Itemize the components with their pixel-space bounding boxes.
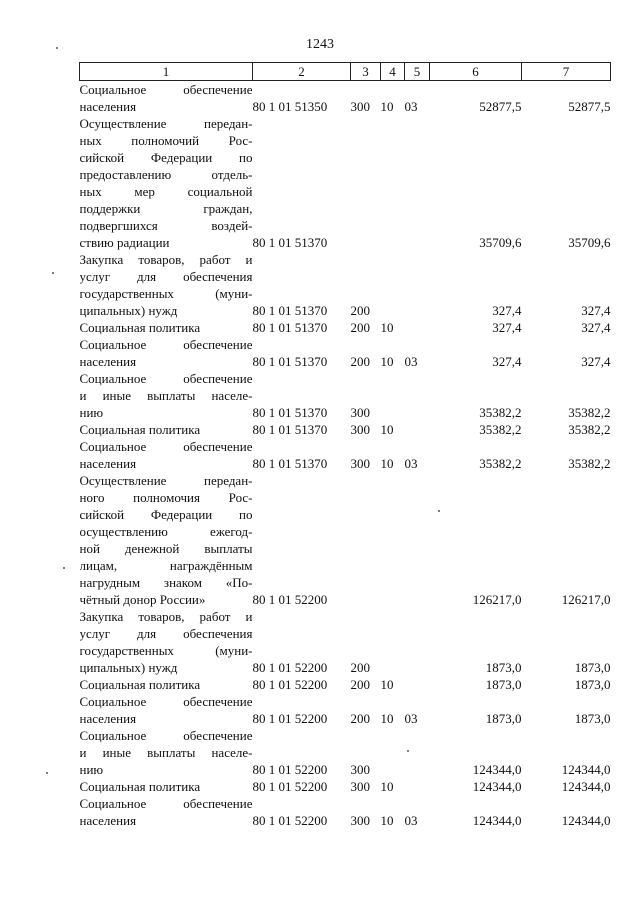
description-line: Социальное обеспечение — [79, 371, 253, 386]
description-line: осуществлению ежегод- — [79, 524, 253, 539]
amount-col-6: 35382,2 — [479, 422, 522, 437]
subsection-code: 03 — [404, 354, 418, 369]
expense-type-code: 300 — [350, 422, 370, 437]
subsection-code: 03 — [404, 813, 418, 828]
budget-code: 80 1 01 51370 — [252, 303, 328, 318]
section-code: 10 — [380, 320, 394, 335]
section-code: 10 — [380, 677, 394, 692]
description-line: Закупка товаров, работ и — [79, 252, 253, 267]
subsection-code — [405, 727, 430, 778]
expense-type-code: 300 — [350, 456, 370, 471]
table-row — [80, 727, 611, 778]
description-line: Социальная политика — [79, 677, 201, 692]
table-row — [80, 115, 611, 251]
table-row — [80, 421, 611, 438]
table-row — [80, 319, 611, 336]
row-description — [80, 336, 253, 370]
amount-col-7: 126217,0 — [561, 592, 611, 607]
table-row — [80, 472, 611, 608]
amount-col-6: 1873,0 — [485, 660, 522, 675]
column-header: 2 — [253, 63, 351, 81]
subsection-code — [405, 370, 430, 421]
description-line: Социальное обеспечение — [79, 728, 253, 743]
section-code — [381, 115, 405, 251]
subsection-code — [405, 676, 430, 693]
description-line: населения — [79, 456, 137, 471]
subsection-code — [405, 778, 430, 795]
section-code: 10 — [380, 813, 394, 828]
subsection-code: 03 — [404, 456, 418, 471]
description-line: ных мер социальной — [79, 184, 253, 199]
description-line: сийской Федерации по — [79, 507, 253, 522]
amount-col-6: 327,4 — [492, 320, 522, 335]
description-line: и иные выплаты населе- — [79, 745, 253, 760]
section-code — [381, 370, 405, 421]
section-code — [381, 608, 405, 676]
amount-col-6: 327,4 — [492, 354, 522, 369]
column-header: 4 — [381, 63, 405, 81]
description-line: подвергшихся воздей- — [79, 218, 253, 233]
description-line: нагрудным знаком «По- — [79, 575, 253, 590]
amount-col-7: 1873,0 — [574, 677, 611, 692]
description-line: населения — [79, 99, 137, 114]
row-description — [80, 81, 253, 116]
row-description — [80, 421, 253, 438]
row-description — [80, 472, 253, 608]
row-description — [80, 438, 253, 472]
description-line: нию — [79, 405, 104, 420]
budget-code: 80 1 01 52200 — [252, 677, 328, 692]
description-line: услуг для обеспечения — [79, 626, 253, 641]
column-header: 1 — [80, 63, 253, 81]
amount-col-7: 327,4 — [581, 354, 611, 369]
description-line: лицам, награждённым — [79, 558, 253, 573]
description-line: ного полномочия Рос- — [79, 490, 253, 505]
amount-col-7: 35382,2 — [568, 422, 611, 437]
table-header-row — [80, 63, 611, 81]
subsection-code: 03 — [404, 99, 418, 114]
budget-code: 80 1 01 52200 — [252, 592, 328, 607]
row-description — [80, 370, 253, 421]
budget-code: 80 1 01 51370 — [252, 456, 328, 471]
amount-col-7: 124344,0 — [561, 779, 611, 794]
section-code — [381, 472, 405, 608]
expense-type-code — [351, 115, 381, 251]
description-line: чётный донор России» — [79, 592, 206, 607]
amount-col-6: 126217,0 — [472, 592, 522, 607]
scan-speck — [407, 750, 409, 752]
amount-col-7: 124344,0 — [561, 813, 611, 828]
row-description — [80, 795, 253, 829]
table-row — [80, 81, 611, 116]
expense-type-code: 300 — [350, 99, 370, 114]
description-line: Осуществление передан- — [79, 473, 253, 488]
row-description — [80, 251, 253, 319]
budget-code: 80 1 01 52200 — [252, 711, 328, 726]
row-description — [80, 608, 253, 676]
row-description — [80, 727, 253, 778]
section-code — [381, 251, 405, 319]
expense-type-code: 300 — [350, 779, 370, 794]
amount-col-7: 1873,0 — [574, 660, 611, 675]
description-line: ных полномочий Рос- — [79, 133, 253, 148]
table-row — [80, 693, 611, 727]
budget-code: 80 1 01 51350 — [252, 99, 328, 114]
table-row — [80, 795, 611, 829]
table-row — [80, 251, 611, 319]
amount-col-6: 35709,6 — [479, 235, 522, 250]
description-line: Социальная политика — [79, 779, 201, 794]
budget-table — [79, 62, 611, 829]
table-row — [80, 778, 611, 795]
description-line: Закупка товаров, работ и — [79, 609, 253, 624]
scan-speck — [52, 272, 54, 274]
section-code: 10 — [380, 99, 394, 114]
budget-code: 80 1 01 52200 — [252, 660, 328, 675]
scan-speck — [438, 510, 440, 512]
column-header: 3 — [351, 63, 381, 81]
description-line: и иные выплаты населе- — [79, 388, 253, 403]
description-line: Социальная политика — [79, 320, 201, 335]
description-line: Социальное обеспечение — [79, 82, 253, 97]
description-line: сийской Федерации по — [79, 150, 253, 165]
amount-col-6: 124344,0 — [472, 813, 522, 828]
description-line: Социальное обеспечение — [79, 439, 253, 454]
amount-col-6: 52877,5 — [479, 99, 522, 114]
section-code: 10 — [380, 779, 394, 794]
description-line: населения — [79, 354, 137, 369]
description-line: Социальное обеспечение — [79, 694, 253, 709]
column-header: 6 — [430, 63, 522, 81]
subsection-code — [405, 115, 430, 251]
subsection-code — [405, 608, 430, 676]
expense-type-code: 300 — [350, 405, 370, 420]
description-line: предоставлению отдель- — [79, 167, 253, 182]
description-line: Социальное обеспечение — [79, 337, 253, 352]
table-row — [80, 370, 611, 421]
scan-speck — [63, 567, 65, 569]
budget-code: 80 1 01 51370 — [252, 354, 328, 369]
budget-code: 80 1 01 52200 — [252, 762, 328, 777]
scan-speck — [56, 47, 58, 49]
budget-code: 80 1 01 52200 — [252, 779, 328, 794]
expense-type-code: 300 — [350, 813, 370, 828]
amount-col-7: 35382,2 — [568, 456, 611, 471]
description-line: поддержки граждан, — [79, 201, 253, 216]
row-description — [80, 319, 253, 336]
expense-type-code: 200 — [350, 303, 370, 318]
section-code: 10 — [380, 456, 394, 471]
page-number: 1243 — [306, 37, 334, 52]
amount-col-6: 1873,0 — [485, 677, 522, 692]
description-line: населения — [79, 813, 137, 828]
section-code: 10 — [380, 354, 394, 369]
budget-code: 80 1 01 51370 — [252, 320, 328, 335]
subsection-code — [405, 319, 430, 336]
subsection-code — [405, 421, 430, 438]
row-description — [80, 115, 253, 251]
amount-col-7: 327,4 — [581, 320, 611, 335]
budget-code: 80 1 01 52200 — [252, 813, 328, 828]
description-line: ципальных) нужд — [79, 303, 178, 318]
amount-col-6: 35382,2 — [479, 456, 522, 471]
subsection-code — [405, 251, 430, 319]
description-line: Социальная политика — [79, 422, 201, 437]
description-line: государственных (муни- — [79, 643, 253, 658]
description-line: Осуществление передан- — [79, 116, 253, 131]
row-description — [80, 778, 253, 795]
expense-type-code: 200 — [350, 320, 370, 335]
expense-type-code: 200 — [350, 711, 370, 726]
section-code: 10 — [380, 711, 394, 726]
amount-col-7: 327,4 — [581, 303, 611, 318]
section-code: 10 — [380, 422, 394, 437]
budget-code: 80 1 01 51370 — [252, 405, 328, 420]
description-line: ствию радиации — [79, 235, 170, 250]
scan-speck — [46, 772, 48, 774]
description-line: услуг для обеспечения — [79, 269, 253, 284]
description-line: ной денежной выплаты — [79, 541, 253, 556]
description-line: ципальных) нужд — [79, 660, 178, 675]
column-header: 7 — [522, 63, 611, 81]
subsection-code: 03 — [404, 711, 418, 726]
amount-col-7: 124344,0 — [561, 762, 611, 777]
expense-type-code: 300 — [350, 762, 370, 777]
amount-col-6: 35382,2 — [479, 405, 522, 420]
expense-type-code: 200 — [350, 354, 370, 369]
budget-code: 80 1 01 51370 — [252, 422, 328, 437]
description-line: нию — [79, 762, 104, 777]
expense-type-code: 200 — [350, 660, 370, 675]
amount-col-7: 35709,6 — [568, 235, 611, 250]
subsection-code — [405, 472, 430, 608]
expense-type-code: 200 — [350, 677, 370, 692]
expense-type-code — [351, 472, 381, 608]
table-row — [80, 336, 611, 370]
budget-code: 80 1 01 51370 — [252, 235, 328, 250]
amount-col-7: 52877,5 — [568, 99, 611, 114]
amount-col-6: 1873,0 — [485, 711, 522, 726]
amount-col-6: 124344,0 — [472, 762, 522, 777]
table-row — [80, 676, 611, 693]
row-description — [80, 693, 253, 727]
amount-col-6: 327,4 — [492, 303, 522, 318]
column-header: 5 — [405, 63, 430, 81]
amount-col-7: 1873,0 — [574, 711, 611, 726]
amount-col-6: 124344,0 — [472, 779, 522, 794]
table-row — [80, 608, 611, 676]
description-line: населения — [79, 711, 137, 726]
description-line: Социальное обеспечение — [79, 796, 253, 811]
description-line: государственных (муни- — [79, 286, 253, 301]
section-code — [381, 727, 405, 778]
table-row — [80, 438, 611, 472]
amount-col-7: 35382,2 — [568, 405, 611, 420]
row-description — [80, 676, 253, 693]
